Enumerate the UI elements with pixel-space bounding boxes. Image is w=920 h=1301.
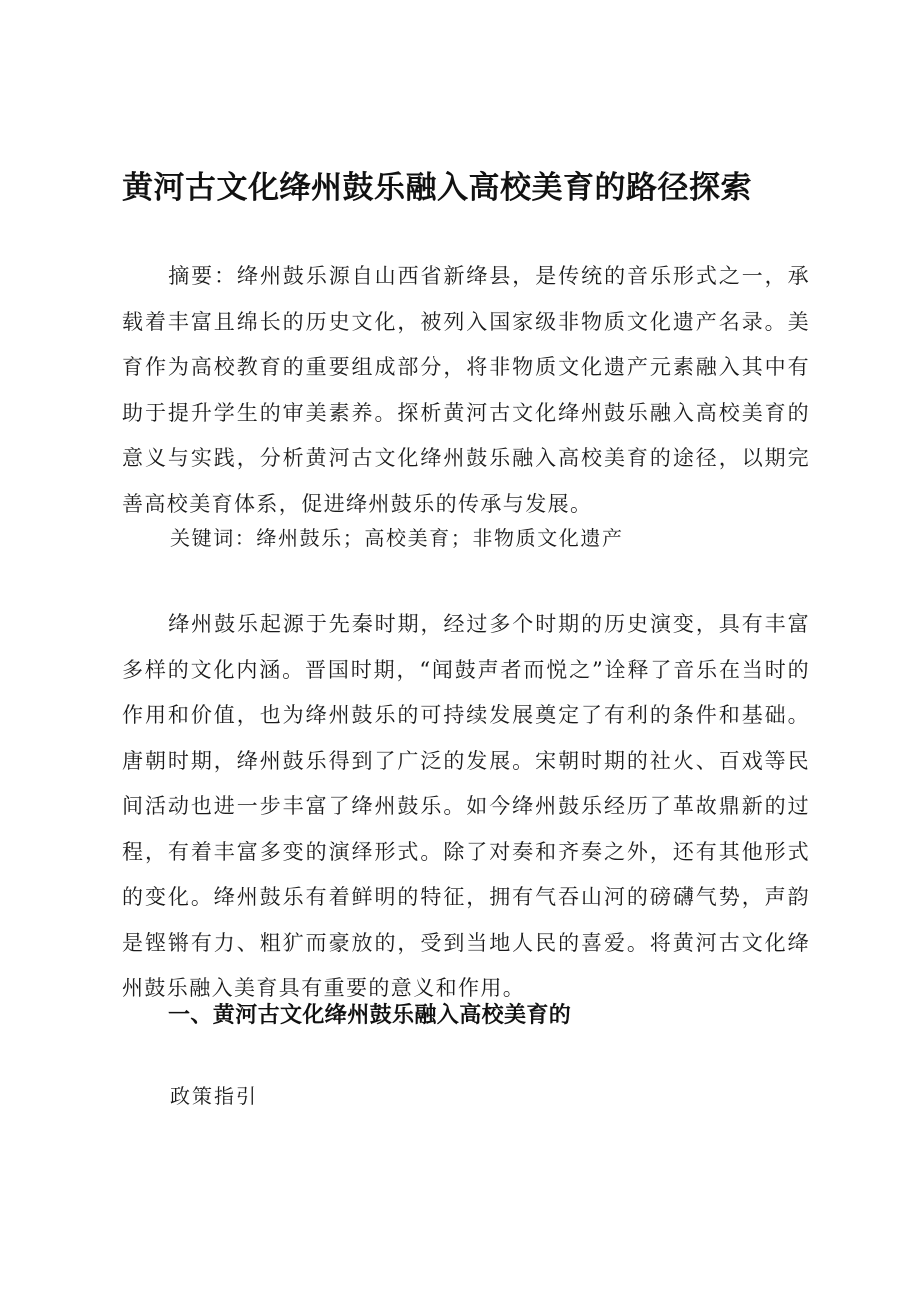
keywords-line: 关键词：绛州鼓乐；高校美育；非物质文化遗产 xyxy=(170,526,624,550)
section-subheading: 政策指引 xyxy=(170,1084,258,1108)
body-section xyxy=(122,602,810,1012)
document-title: 黄河古文化绛州鼓乐融入高校美育的路径探索 xyxy=(122,170,752,206)
abstract-section xyxy=(122,254,810,527)
abstract-paragraph: 摘要：绛州鼓乐源自山西省新绛县，是传统的音乐形式之一，承载着丰富且绵长的历史文化，被列入国家级非物质文化遗产名录。美育作为高校教育的重要组成部分，将非物质文化遗产元素融入其中有助于提升学生的审美素养。探析黄河古文化绛州鼓乐融入高校美育的意义与实践，分析黄河古文化绛州鼓乐融入高校美育的途径，以期完善高校美育体系，促进绛州鼓乐的传承与发展。 xyxy=(122,264,810,516)
section-heading: 一、黄河古文化绛州鼓乐融入高校美育的 xyxy=(168,1003,572,1028)
body-paragraph: 绛州鼓乐起源于先秦时期，经过多个时期的历史演变，具有丰富多样的文化内涵。晋国时期，“闻鼓声者而悦之”诠释了音乐在当时的作用和价值，也为绛州鼓乐的可持续发展奠定了有利的条件和基础。唐朝时期，绛州鼓乐得到了广泛的发展。宋朝时期的社火、百戏等民间活动也进一步丰富了绛州鼓乐。如今绛州鼓乐经历了革故鼎新的过程，有着丰富多变的演绎形式。除了对奏和齐奏之外，还有其他形式的变化。绛州鼓乐有着鲜明的特征，拥有气吞山河的磅礴气势，声韵是铿锵有力、粗犷而豪放的，受到当地人民的喜爱。将黄河古文化绛州鼓乐融入美育具有重要的意义和作用。 xyxy=(122,612,810,1000)
